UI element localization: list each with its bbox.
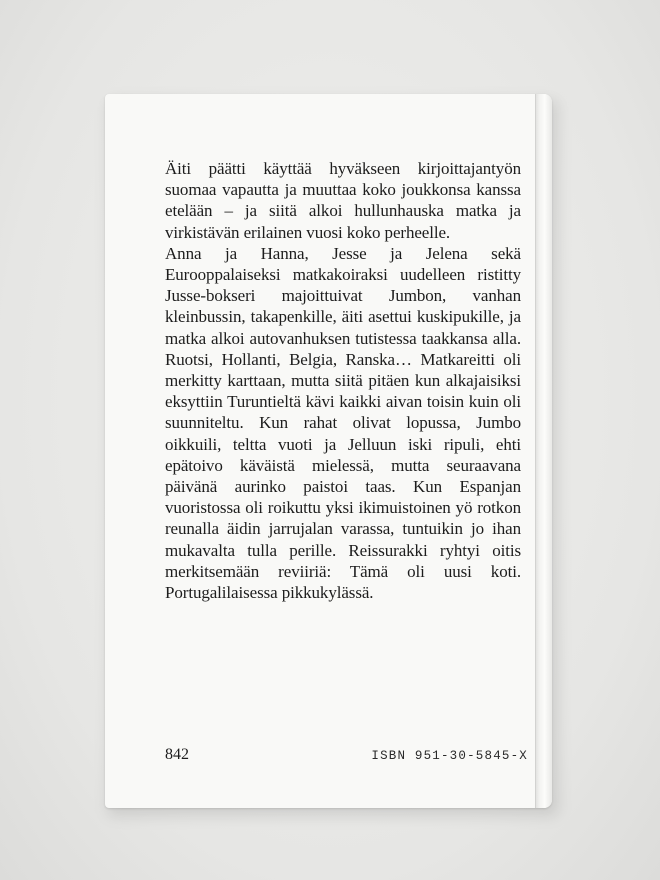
book-back-cover	[105, 94, 552, 808]
book-spine	[535, 94, 552, 808]
isbn-code: ISBN 951-30-5845-X	[371, 749, 528, 763]
catalog-number: 842	[165, 746, 189, 763]
blurb-paragraph-1: Äiti päätti käyttää hyväkseen kirjoittajantyön suomaa vapautta ja muuttaa koko joukkonsa kanssa etelään – ja siitä alkoi hullunhauska matka ja virkistävän erilainen vuosi koko perheelle.	[165, 159, 521, 242]
blurb-paragraph-2: Anna ja Hanna, Jesse ja Jelena sekä Eurooppalaiseksi matkakoiraksi uudelleen ristitty Jusse-bokseri majoittuivat Jumbon, vanhan kleinbussin, takapenkille, äiti asettui kuskipukille, ja matka alkoi autovanhuksen tutistessa taakkansa alla. Ruotsi, Hollanti, Belgia, Ranska… Matkareitti oli merkitty karttaan, mutta siitä pitäen kun alkajaisiksi eksyttiin Turuntieltä kävi kaikki aivan toisin kuin oli suunniteltu. Kun rahat olivat lopussa, Jumbo oikkuili, teltta vuoti ja Jelluun iski ripuli, ehti epätoivo käväistä mielessä, mutta seuraavana päivänä aurinko paistoi taas. Kun Espanjan vuoristossa oli roikuttu yksi ikimuistoinen yö rotkon reunalla äidin jarrujalan varassa, tuntuikin jo ihan mukavalta tulla perille. Reissurakki ryhtyi oitis merkitsemään reviiriä: Tämä oli uusi koti. Portugalilaisessa pikkukylässä.	[165, 243, 521, 603]
blurb-text	[165, 158, 521, 603]
